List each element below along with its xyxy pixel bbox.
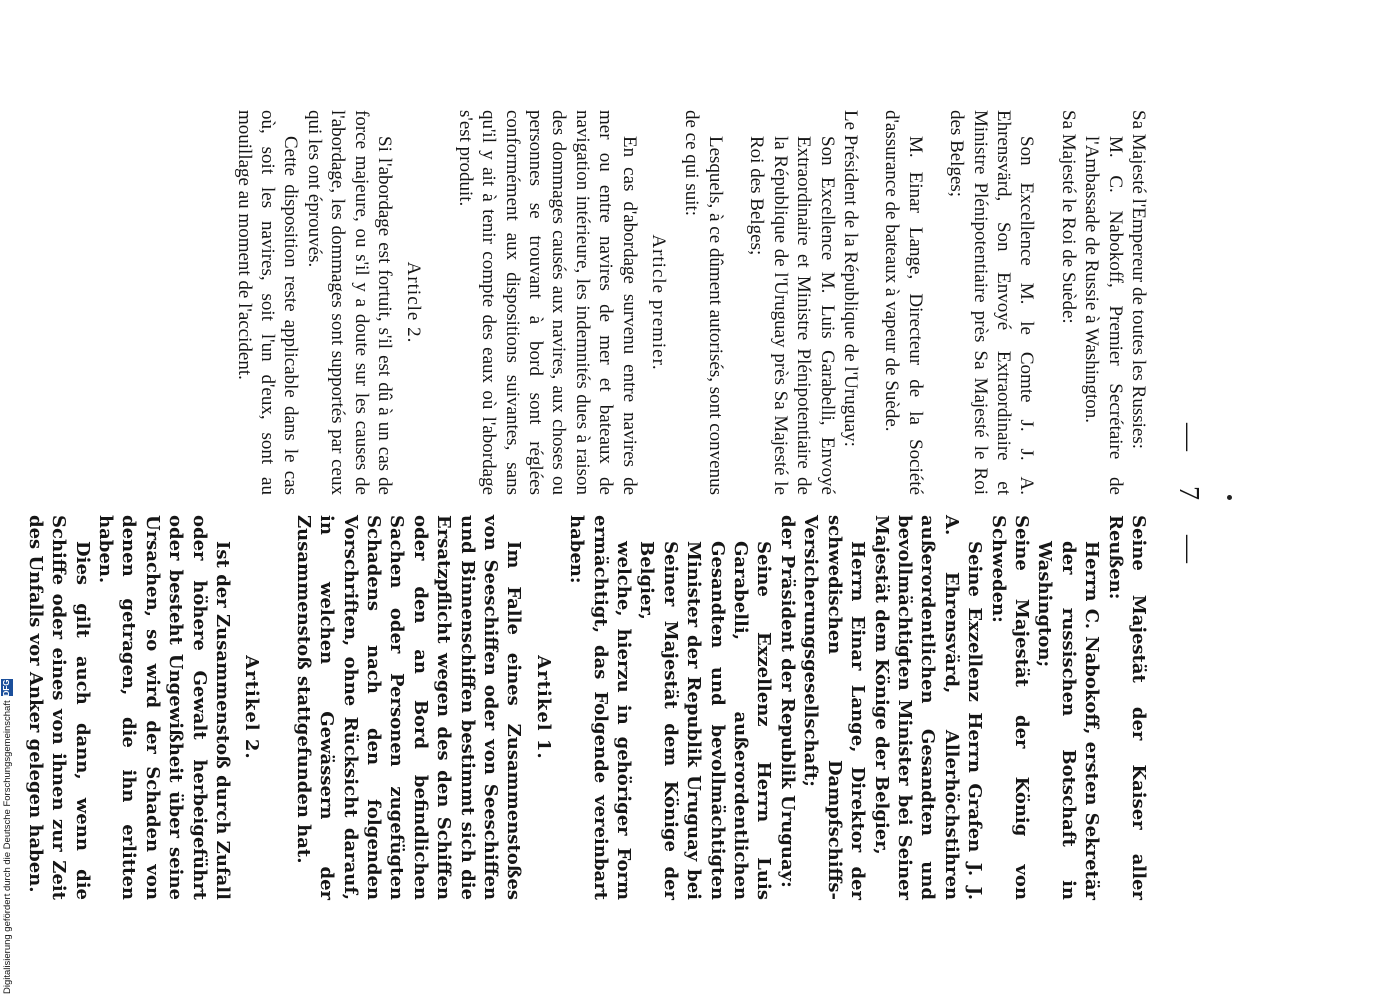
fr-article-2-text-b: Cette disposition reste applicable dans le cas où, soit les navires, soit l'un d'eux, sont au mouillage au moment de l'accident. — [233, 110, 301, 495]
de-sovereign-russia: Seine Majestät der Kaiser aller Reußen: — [1104, 515, 1149, 900]
de-delegate-ehrensvard: Seine Exzellenz Herrn Grafen J. J. A. Ehrensvärd, Allerhöchstihren außerordentlichen Gesandten und bevollmächtigten Minister bei Seiner Majestät dem Könige der Belgier, — [870, 515, 985, 900]
de-sovereign-sweden: Seine Majestät der König von Schweden: — [987, 515, 1032, 900]
fr-article-2-title: Article 2. — [402, 261, 424, 344]
de-sovereign-uruguay: der Präsident der Republik Uruguay: — [776, 515, 798, 888]
fr-article-1-text: En cas d'abordage survenu entre navires de mer ou entre navires de mer et bateaux de navigation intérieure, les indemnités dues à raison des dommages causés aux navires, aux choses ou personnes se trouvant à bord sont réglées conformément aux dispositions suivantes, sans qu'il y ait à tenir compte des eaux où l'abordage s'est produit. — [454, 110, 640, 495]
fr-delegate-lange: M. Einar Lange, Directeur de la Société d'assurance de bateaux à vapeur de Suède. — [880, 110, 926, 495]
fr-sovereign-uruguay: Le Président de la République de l'Uruguay: — [839, 110, 861, 447]
dfg-logo-icon: DFG — [2, 679, 11, 697]
fr-sovereign-sweden: Sa Majesté le Roi de Suède: — [1057, 110, 1079, 324]
de-article-2-text-b: Dies gilt auch dann, wenn die Schiffe oder eines von ihnen zur Zeit des Unfalls vor Anker gelegen haben. — [24, 515, 93, 900]
de-article-2-text-a: Ist der Zusammenstoß durch Zufall oder höhere Gewalt herbeigeführt oder besteht Ungewißheit über seine Ursachen, so wird der Schaden von denen getragen, die ihn erlitten haben. — [94, 515, 233, 900]
de-agreement-clause: welche, hierzu in gehöriger Form ermächtigt, das Folgende vereinbart haben: — [565, 515, 634, 900]
de-article-1-text: Im Falle eines Zusammenstoßes von Seeschiffen oder von Seeschiffen und Binnenschiffen bestimmt sich die Ersatzpflicht wegen des den Schiffen oder den an Bord befindlichen Sachen oder Personen zugefügten Schadens nach den folgenden Vorschriften, ohne Rücksicht darauf, in welchen Gewässern der Zusammenstoß stattgefunden hat. — [292, 515, 524, 900]
fr-article-2-text-a: Si l'abordage est fortuit, s'il est dû à un cas de force majeure, ou s'il y a doute sur les causes de l'abordage, les dommages sont supportés par ceux qui les ont éprouvés. — [303, 110, 395, 495]
de-delegate-garabelli: Seine Exzellenz Herrn Luis Garabelli, außerordentlichen Gesandten und bevollmächtigten Minister der Republik Uruguay bei Seiner Majestät dem Könige der Belgier, — [635, 541, 774, 900]
fr-delegate-ehrensvard: Son Excellence M. le Comte J. J. A. Ehrensvärd, Son Envoyé Extraordinaire et Ministre Plénipotentiaire près Sa Majesté le Roi des Belges; — [945, 110, 1037, 495]
page-number: — 7 — — [1172, 423, 1204, 577]
de-delegate-lange: Herrn Einar Lange, Direktor der schwedischen Dampfschiffs-Versicherungsgesellschaft; — [799, 515, 868, 900]
fr-delegate-garabelli: Son Excellence M. Luis Garabelli, Envoyé Extraordinaire et Ministre Plénipotentiaire de la République de l'Uruguay près Sa Majesté le Roi des Belges; — [745, 136, 838, 495]
german-column — [23, 515, 1150, 900]
digitization-credit — [0, 679, 14, 994]
de-article-1-title: Artikel 1. — [532, 655, 554, 760]
rotated-document — [24, 90, 1242, 910]
fr-delegate-nabokoff: M. C. Nabokoff, Premier Secrétaire de l'Ambassade de Russie à Washington. — [1080, 136, 1126, 495]
fr-sovereign-russia: Sa Majesté l'Empereur de toutes les Russies: — [1127, 110, 1149, 450]
ink-dot — [1227, 495, 1232, 500]
de-delegate-nabokoff: Herrn C. Nabokoff, ersten Sekretär der russischen Botschaft in Washington; — [1033, 541, 1102, 900]
credit-text: Digitalisierung gefördert durch die Deutsche Forschungsgemeinschaft — [1, 700, 13, 994]
french-column — [232, 110, 1150, 495]
fr-article-1-title: Article premier. — [647, 234, 669, 371]
fr-agreement-clause: Lesquels, à ce dûment autorisés, sont convenus de ce qui suit: — [681, 110, 726, 495]
de-article-2-title: Artikel 2. — [240, 655, 262, 760]
